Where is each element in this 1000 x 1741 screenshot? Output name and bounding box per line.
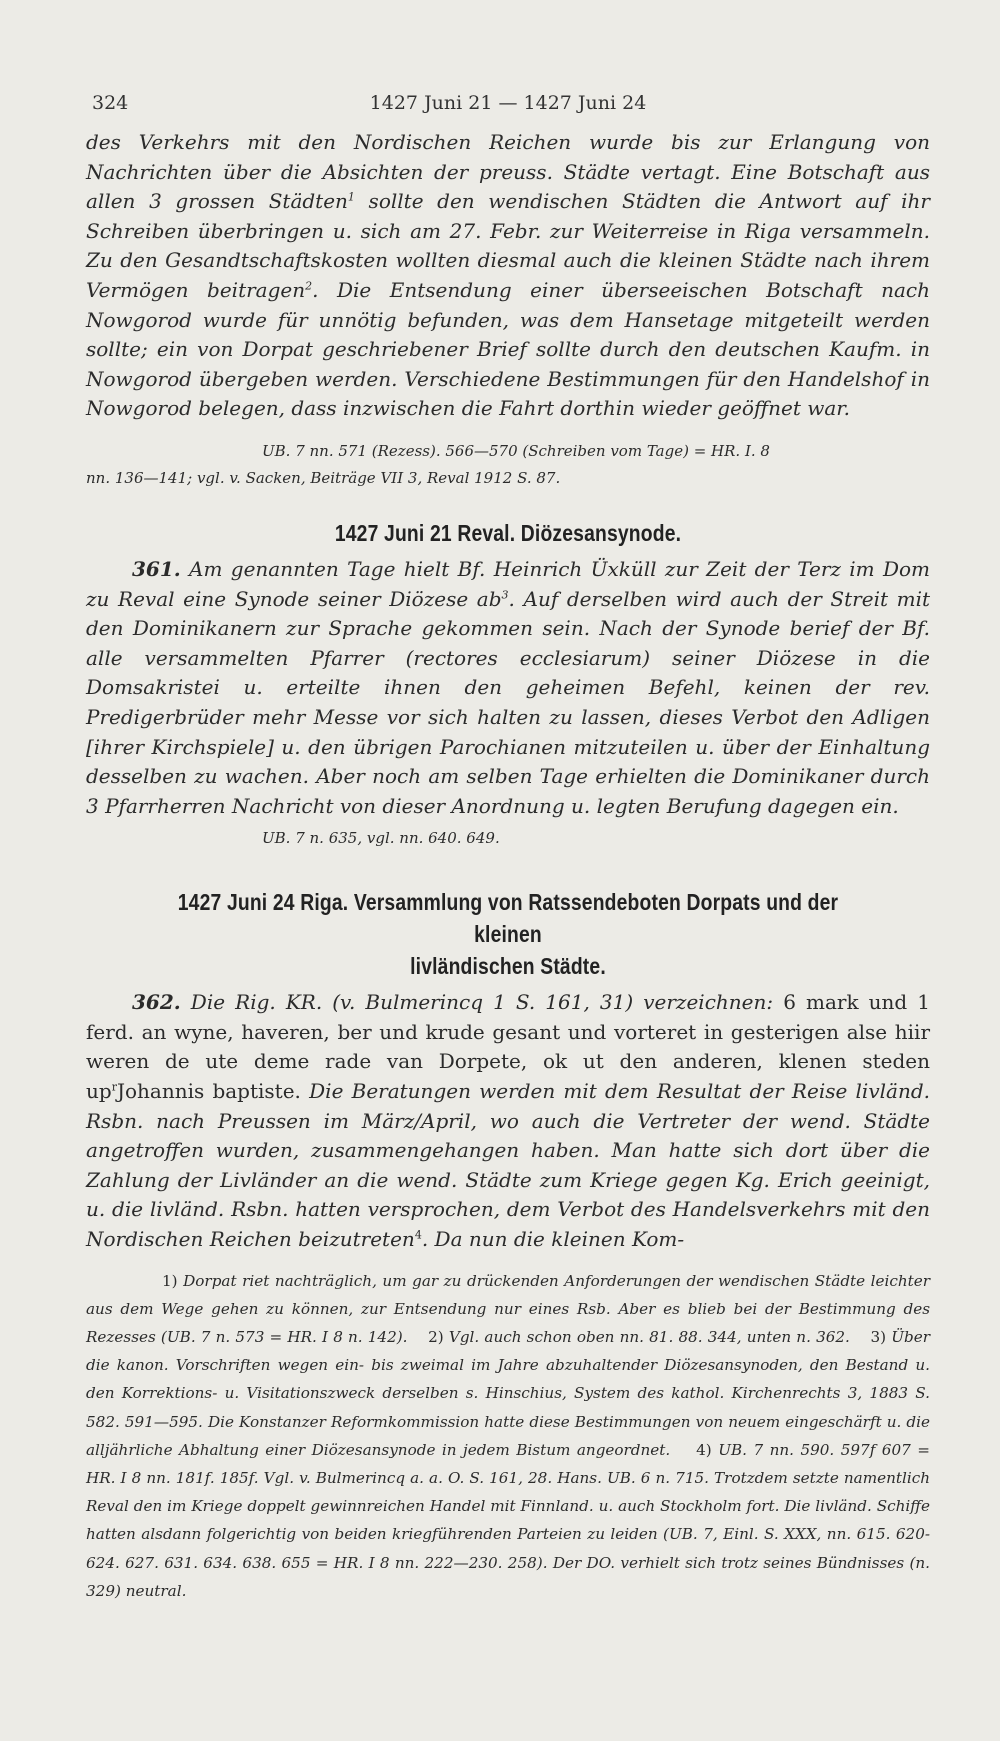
footnote-1-mark: 1) (162, 1271, 178, 1290)
footnote-3-mark: 3) (870, 1328, 887, 1347)
footnote-2: Vgl. auch schon oben nn. 81. 88. 344, unten n. 362. (443, 1328, 850, 1347)
entry-362-heading-line-1: 1427 Juni 24 Riga. Versammlung von Ratssendeboten Dorpats und der kleinen (177, 889, 839, 948)
running-header (86, 92, 930, 128)
intro-text-3: . Die Entsendung einer überseeischen Botschaft nach Nowgorod wurde für unnötig befunden, was dem Hansetage mitgeteilt werden sollte; ein von Dorpat geschriebener Brief sollte durch den deutschen Kaufm. in Nowgorod übergeben werden. Verschiedene Bestimmungen für den Handelshof in Nowgorod belegen, dass inzwischen die Fahrt dorthin wieder geöffnet war. (86, 277, 930, 421)
entry-362-heading-line-2: livländischen Städte. (410, 953, 606, 980)
footnote-ref-3[interactable]: 3 (501, 587, 509, 601)
entry-362-paragraph (86, 988, 930, 1254)
entry-361-text: Am genannten Tage hielt Bf. Heinrich Üxküll zur Zeit der Terz im Dom zu Reval eine Synode seiner Diözese ab (86, 556, 930, 611)
footnote-1: Dorpat riet nachträglich, um gar zu drückenden Anforderungen der wendischen Städte leichter aus dem Wege gehen zu können, zur Entsendung nur eines Rsb. Aber es blieb bei der Bestimmung des Rezesses (UB. 7 n. 573 = HR. I 8 n. 142). (86, 1271, 930, 1347)
entry-362-text: Die Beratungen werden mit dem Resultat der Reise livländ. Rsbn. nach Preussen im März/April, wo auch die Vertreter der wend. Städte angetroffen wurden, zusammengehangen haben. Man hatte sich dort über die Zahlung der Livländer an die wend. Städte zum Kriege gegen Kg. Erich geeinigt, u. die livländ. Rsbn. hatten versprochen, dem Verbot des Handelsverkehrs mit den Nordischen Reichen beizutreten (86, 1079, 930, 1252)
entry-362-quote-2: Johannis baptiste. (116, 1079, 301, 1104)
entry-362-intro: Die Rig. KR. (v. Bulmerincq 1 S. 161, 31) verzeichnen: (180, 990, 774, 1015)
document-page (86, 92, 930, 1605)
entry-362-number: 362. (132, 990, 181, 1015)
entry-362-quote: 6 mark und 1 ferd. an wyne, haveren, ber und krude gesant und vorteret in gesterigen alse hiir weren de ute deme rade van Dorpete, ok ut den anderen, klenen steden up (86, 990, 930, 1104)
footnote-ref-2[interactable]: 2 (305, 279, 313, 293)
entry-361-heading: 1427 Juni 21 Reval. Diözesansynode. (334, 519, 682, 546)
intro-citation-line-1: UB. 7 nn. 571 (Rezess). 566—570 (Schreiben vom Tage) = HR. I. 8 (262, 441, 770, 460)
footnote-4: UB. 7 nn. 590. 597f 607 = HR. I 8 nn. 181f. 185f. Vgl. v. Bulmerincq a. a. O. S. 161, 28. Hans. UB. 6 n. 715. Trotzdem setzte namentlich Reval den im Kriege doppelt gewinnreichen Handel mit Finnland. u. auch Stockholm fort. Die livländ. Schiffe hatten alsdann folgerichtig von beiden kriegführenden Parteien zu leiden (UB. 7, Einl. S. XXX, nn. 615. 620-624. 627. 631. 634. 638. 655 = HR. I 8 nn. 222—230. 258). Der DO. verhielt sich trotz seines Bündnisses (n. 329) neutral. (86, 1440, 930, 1600)
footnotes (86, 1267, 930, 1605)
footnote-2-mark: 2) (428, 1328, 444, 1347)
intro-citation-line-2: nn. 136—141; vgl. v. Sacken, Beiträge VII 3, Reval 1912 S. 87. (86, 468, 561, 487)
footnote-ref-4[interactable]: 4 (414, 1228, 422, 1242)
footnotes-block (86, 1267, 930, 1605)
intro-citation (86, 438, 930, 465)
page-number: 324 (92, 92, 129, 114)
intro-text: des Verkehrs mit den Nordischen Reichen wurde bis zur Erlangung von Nachrichten über die Absichten der preuss. Städte vertagt. Eine Botschaft aus allen 3 grossen Städten (86, 130, 930, 214)
entry-361-number: 361. (132, 556, 181, 581)
entry-362-text-2: . Da nun die kleinen Kom- (421, 1227, 685, 1252)
entry-362-heading (154, 886, 863, 982)
intro-paragraph (86, 128, 930, 424)
entry-361-paragraph (86, 555, 930, 821)
entry-361-text-2: . Auf derselben wird auch der Streit mit den Dominikanern zur Sprache gekommen sein. Nach der Synode berief der Bf. alle versammelten Pfarrer (rectores ecclesiarum) seiner Diözese in die Domsakristei u. erteilte ihnen den geheimen Befehl, keinen der rev. Predigerbrüder mehr Messe vor sich halten zu lassen, dieses Verbot den Adligen [ihrer Kirchspiele] u. den übrigen Parochianen mitzuteilen u. über der Einhaltung desselben zu wachen. Aber noch am selben Tage erhielten die Dominikaner durch 3 Pfarrherren Nachricht von dieser Anordnung u. legten Berufung dagegen ein. (86, 586, 931, 818)
entry-361-citation: UB. 7 n. 635, vgl. nn. 640. 649. (262, 829, 500, 848)
footnote-ref-1[interactable]: 1 (347, 190, 355, 204)
header-date-range: 1427 Juni 21 — 1427 Juni 24 (369, 92, 647, 114)
footnote-4-mark: 4) (696, 1440, 712, 1459)
entry-362-quote-superscript: r (111, 1080, 117, 1094)
intro-text-2: sollte den wendischen Städten die Antwort auf ihr Schreiben überbringen u. sich am 27. Febr. zur Weiterreise in Riga versammeln. Zu den Gesandtschaftskosten wollten diesmal auch die kleinen Städte nach ihrem Vermögen beitragen (86, 189, 930, 302)
footnote-3: Über die kanon. Vorschriften wegen ein- bis zweimal im Jahre abzuhaltender Diözesansynoden, den Bestand u. den Korrektions- u. Visitationszweck derselben s. Hinschius, System des kathol. Kirchenrechts 3, 1883 S. 582. 591—595. Die Konstanzer Reformkommission hatte diese Bestimmungen von neuem eingeschärft u. die alljährliche Abhaltung einer Diözesansynode in jedem Bistum angeordnet. (86, 1328, 931, 1459)
